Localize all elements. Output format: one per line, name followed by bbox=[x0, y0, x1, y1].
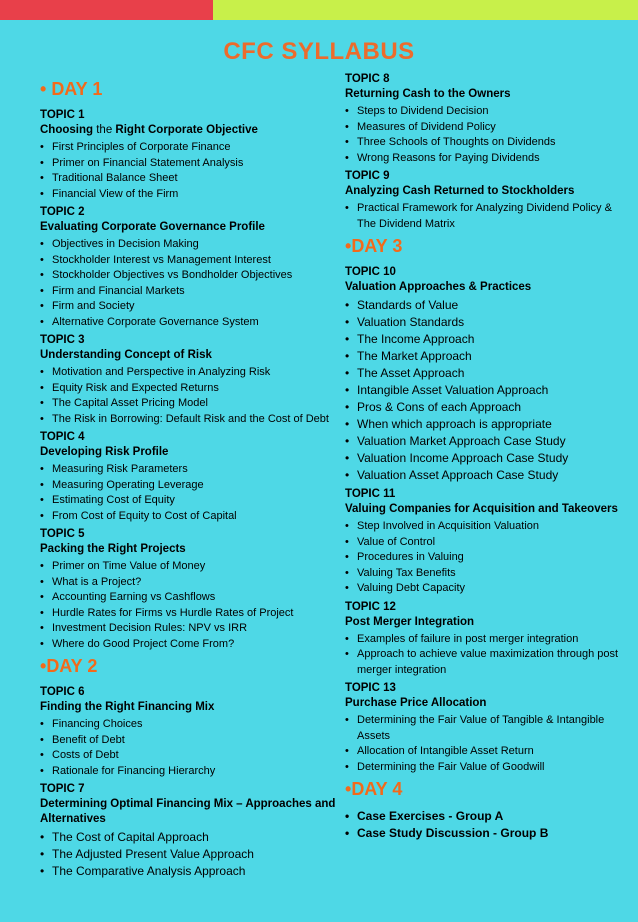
list-item: • Procedures in Valuing bbox=[345, 550, 633, 566]
topic-title: Post Merger Integration bbox=[345, 615, 475, 628]
list-item: • Accounting Earning vs Cashflows bbox=[40, 590, 340, 606]
topic-title-part: Choosing bbox=[40, 124, 94, 136]
list-item: • The Income Approach bbox=[345, 331, 633, 348]
topic-7 bbox=[40, 782, 340, 880]
list-item: • The Cost of Capital Approach bbox=[40, 829, 340, 846]
topic-title: Valuing Companies for Acquisition and Takeovers bbox=[345, 503, 618, 515]
topic-number: TOPIC 2 bbox=[40, 206, 85, 218]
day-heading: •DAY 4 bbox=[345, 779, 403, 799]
topic-items bbox=[40, 829, 340, 880]
top-strip-green bbox=[213, 0, 638, 20]
topic-title: Purchase Price Allocation bbox=[345, 697, 487, 709]
day-label: DAY 2 bbox=[46, 656, 98, 676]
topic-8 bbox=[345, 72, 633, 166]
list-item: • Objectives in Decision Making bbox=[40, 237, 340, 253]
topic-items bbox=[345, 201, 633, 232]
list-item: • Financial View of the Firm bbox=[40, 187, 340, 203]
day-label: DAY 4 bbox=[351, 779, 403, 799]
topic-items bbox=[40, 365, 340, 427]
topic-number: TOPIC 8 bbox=[345, 73, 390, 85]
list-item: • Primer on Time Value of Money bbox=[40, 559, 340, 575]
topic-number: TOPIC 13 bbox=[345, 682, 396, 694]
list-item: • What is a Project? bbox=[40, 575, 340, 591]
day-label: DAY 3 bbox=[351, 236, 403, 256]
list-item: • Wrong Reasons for Paying Dividends bbox=[345, 151, 633, 167]
top-strip-red bbox=[0, 0, 213, 20]
day-heading: • DAY 1 bbox=[40, 79, 103, 99]
topic-1 bbox=[40, 108, 340, 202]
topic-items bbox=[345, 713, 633, 775]
list-item: • Steps to Dividend Decision bbox=[345, 104, 633, 120]
topic-4 bbox=[40, 430, 340, 524]
list-item: • Investment Decision Rules: NPV vs IRR bbox=[40, 621, 340, 637]
list-item: • Intangible Asset Valuation Approach bbox=[345, 382, 633, 399]
list-item: • Motivation and Perspective in Analyzing Risk bbox=[40, 365, 340, 381]
day4-items bbox=[345, 808, 633, 842]
list-item: • Value of Control bbox=[345, 535, 633, 551]
list-item: • Case Exercises - Group A bbox=[345, 808, 633, 825]
list-item: • Measuring Risk Parameters bbox=[40, 462, 340, 478]
topic-items bbox=[40, 462, 340, 524]
topic-items bbox=[40, 717, 340, 779]
topic-items bbox=[345, 519, 633, 597]
list-item: • Step Involved in Acquisition Valuation bbox=[345, 519, 633, 535]
topic-items bbox=[345, 104, 633, 166]
topic-11 bbox=[345, 487, 633, 597]
topic-title-part: the bbox=[93, 124, 116, 136]
topic-title-part: Right Corporate Objective bbox=[115, 124, 258, 136]
topic-number: TOPIC 6 bbox=[40, 686, 85, 698]
list-item: • The Comparative Analysis Approach bbox=[40, 863, 340, 880]
list-item: • Traditional Balance Sheet bbox=[40, 171, 340, 187]
topic-title: Developing Risk Profile bbox=[40, 446, 169, 458]
topic-title: Finding the Right Financing Mix bbox=[40, 701, 215, 713]
list-item: • Allocation of Intangible Asset Return bbox=[345, 744, 633, 760]
list-item: • Standards of Value bbox=[345, 297, 633, 314]
topic-items bbox=[345, 297, 633, 484]
list-item: • The Adjusted Present Value Approach bbox=[40, 846, 340, 863]
topic-items bbox=[40, 559, 340, 652]
topic-items bbox=[40, 140, 340, 202]
topic-13 bbox=[345, 681, 633, 775]
list-item: • Benefit of Debt bbox=[40, 733, 340, 749]
page-title: CFC SYLLABUS bbox=[223, 38, 415, 65]
day-label: DAY 1 bbox=[51, 79, 103, 99]
list-item: • Determining the Fair Value of Tangible & Intangible Assets bbox=[345, 713, 633, 744]
topic-title: Evaluating Corporate Governance Profile bbox=[40, 221, 265, 233]
list-item: • Examples of failure in post merger integration bbox=[345, 632, 633, 648]
list-item: • First Principles of Corporate Finance bbox=[40, 140, 340, 156]
topic-title bbox=[40, 123, 340, 138]
topic-number: TOPIC 9 bbox=[345, 170, 390, 182]
list-item: • Three Schools of Thoughts on Dividends bbox=[345, 135, 633, 151]
list-item: • The Market Approach bbox=[345, 348, 633, 365]
list-item: • Alternative Corporate Governance System bbox=[40, 315, 340, 331]
day-heading: •DAY 3 bbox=[345, 236, 403, 256]
list-item: • Estimating Cost of Equity bbox=[40, 493, 340, 509]
topic-3 bbox=[40, 333, 340, 427]
topic-title: Understanding Concept of Risk bbox=[40, 349, 212, 361]
list-item: • Approach to achieve value maximization through post merger integration bbox=[345, 647, 633, 678]
list-item: • Pros & Cons of each Approach bbox=[345, 399, 633, 416]
right-column bbox=[345, 72, 633, 845]
list-item: • Valuation Income Approach Case Study bbox=[345, 450, 633, 467]
list-item: • Equity Risk and Expected Returns bbox=[40, 381, 340, 397]
topic-number: TOPIC 7 bbox=[40, 783, 85, 795]
list-item: • Valuing Debt Capacity bbox=[345, 581, 633, 597]
left-column bbox=[40, 76, 340, 883]
list-item: • Financing Choices bbox=[40, 717, 340, 733]
list-item: • The Asset Approach bbox=[345, 365, 633, 382]
day-heading: •DAY 2 bbox=[40, 656, 98, 676]
topic-9 bbox=[345, 169, 633, 232]
list-item: • Determining the Fair Value of Goodwill bbox=[345, 760, 633, 776]
topic-title: Analyzing Cash Returned to Stockholders bbox=[345, 185, 575, 197]
list-item: • Valuing Tax Benefits bbox=[345, 566, 633, 582]
list-item: • Where do Good Project Come From? bbox=[40, 637, 340, 653]
list-item: • Practical Framework for Analyzing Dividend Policy & The Dividend Matrix bbox=[345, 201, 633, 232]
list-item: • Valuation Asset Approach Case Study bbox=[345, 467, 633, 484]
list-item: • Valuation Market Approach Case Study bbox=[345, 433, 633, 450]
list-item: • Hurdle Rates for Firms vs Hurdle Rates of Project bbox=[40, 606, 340, 622]
list-item: • Primer on Financial Statement Analysis bbox=[40, 156, 340, 172]
topic-title: Packing the Right Projects bbox=[40, 543, 186, 555]
topic-items bbox=[40, 237, 340, 330]
list-item: • From Cost of Equity to Cost of Capital bbox=[40, 509, 340, 525]
list-item: • Costs of Debt bbox=[40, 748, 340, 764]
topic-number: TOPIC 5 bbox=[40, 528, 85, 540]
list-item: • Stockholder Objectives vs Bondholder Objectives bbox=[40, 268, 340, 284]
list-item: • Case Study Discussion - Group B bbox=[345, 825, 633, 842]
topic-10 bbox=[345, 265, 633, 484]
list-item: • Valuation Standards bbox=[345, 314, 633, 331]
list-item: • When which approach is appropriate bbox=[345, 416, 633, 433]
topic-number: TOPIC 3 bbox=[40, 334, 85, 346]
list-item: • The Capital Asset Pricing Model bbox=[40, 396, 340, 412]
list-item: • Measuring Operating Leverage bbox=[40, 478, 340, 494]
list-item: • Rationale for Financing Hierarchy bbox=[40, 764, 340, 780]
list-item: • Firm and Society bbox=[40, 299, 340, 315]
list-item: • The Risk in Borrowing: Default Risk and the Cost of Debt bbox=[40, 412, 340, 428]
topic-number: TOPIC 12 bbox=[345, 600, 396, 613]
list-item: • Firm and Financial Markets bbox=[40, 284, 340, 300]
topic-title: Valuation Approaches & Practices bbox=[345, 281, 532, 293]
topic-items bbox=[345, 632, 633, 679]
topic-number: TOPIC 11 bbox=[345, 488, 396, 500]
topic-6 bbox=[40, 685, 340, 779]
topic-12 bbox=[345, 600, 633, 679]
topic-2 bbox=[40, 205, 340, 330]
topic-title: Determining Optimal Financing Mix – Approaches and Alternatives bbox=[40, 798, 336, 825]
topic-title: Returning Cash to the Owners bbox=[345, 88, 511, 100]
topic-number: TOPIC 1 bbox=[40, 109, 85, 121]
list-item: • Measures of Dividend Policy bbox=[345, 120, 633, 136]
topic-5 bbox=[40, 527, 340, 652]
list-item: • Stockholder Interest vs Management Interest bbox=[40, 253, 340, 269]
topic-number: TOPIC 10 bbox=[345, 266, 396, 278]
topic-number: TOPIC 4 bbox=[40, 431, 85, 443]
